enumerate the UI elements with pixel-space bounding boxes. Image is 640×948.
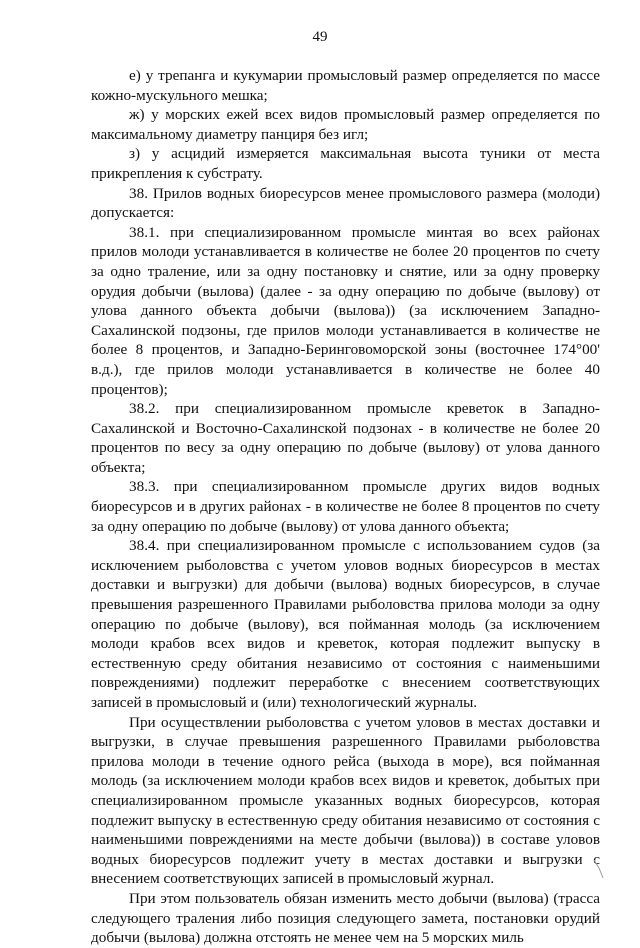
paragraph-e-trepang: е) у трепанга и кукумарии промысловый размер определяется по массе кожно-мускульного мешка; xyxy=(91,67,600,104)
paragraph-z-ascidians: з) у асцидий измеряется максимальная высота туники от места прикрепления к субстрату. xyxy=(91,145,600,182)
document-body xyxy=(91,66,600,948)
page-number: 49 xyxy=(312,29,328,45)
scan-mark xyxy=(592,858,606,880)
paragraph-change-location: При этом пользователь обязан изменить место добычи (вылова) (трасса следующего траления либо позиция следующего замета, постановки орудий добычи (вылова) должна отстоять не менее чем на 5 морских миль xyxy=(91,889,600,947)
paragraph-38-4-vessels: 38.4. при специализированном промысле с использованием судов (за исключением рыболовства с учетом уловов водных биоресурсов в местах доставки и выгрузки) для добычи (вылова) водных биоресурсов, в случае превышения разрешенного Правилами рыболовства прилова молоди за одну операцию по добыче (вылову), вся пойманная молодь (за исключением молоди крабов всех видов и креветок, которая подлежит выпуску в естественную среду обитания независимо от состояния с наименьшими повреждениями) подлежит переработке с внесением соответствующих записей в промысловый и (или) технологический журналы. xyxy=(91,537,600,711)
paragraph-38-1-pollock: 38.1. при специализированном промысле минтая во всех районах прилов молоди устанавливается в количестве не более 20 процентов по счету за одно траление, или за одну постановку и снятие, или за одну проверку орудия добычи (вылова) (далее - за одну операцию по добыче (вылову) от улова данного объекта добычи (вылова)) (за исключением Западно-Сахалинской подзоны, где прилов молоди устанавливается в количестве не более 8 процентов, и Западно-Беринговоморской зоны (восточнее 174°00' в.д.), где прилов молоди устанавливается в количестве не более 40 процентов); xyxy=(91,223,600,398)
paragraph-38-2-shrimp: 38.2. при специализированном промысле креветок в Западно-Сахалинской и Восточно-Сахалинской подзонах - в количестве не более 20 процентов по весу за одну операцию по добыче (вылову) от улова данного объекта; xyxy=(91,400,600,476)
paragraph-38-juvenile-bycatch: 38. Прилов водных биоресурсов менее промыслового размера (молоди) допускается: xyxy=(91,184,600,222)
paragraph-zh-sea-urchins: ж) у морских ежей всех видов промысловый размер определяется по максимальному диаметру панциря без игл; xyxy=(91,106,600,143)
paragraph-delivery-unloading: При осуществлении рыболовства с учетом уловов в местах доставки и выгрузки, в случае превышения разрешенного Правилами рыболовства прилова молоди в течение одного рейса (выхода в море), вся пойманная молодь (за исключением молоди крабов всех видов и креветок, добытых при специализированном промысле указанных водных биоресурсов, которая подлежит выпуску в естественную среду обитания независимо от состояния с наименьшими повреждениями на месте добычи (вылова)) в составе уловов водных биоресурсов подлежит учету в местах доставки и выгрузки с внесением соответствующих записей в промысловый журнал. xyxy=(91,713,600,888)
paragraph-38-3-other-species: 38.3. при специализированном промысле других видов водных биоресурсов и в других районах - в количестве не более 8 процентов по счету за одну операцию по добыче (вылову) от улова данного объекта; xyxy=(91,478,600,535)
